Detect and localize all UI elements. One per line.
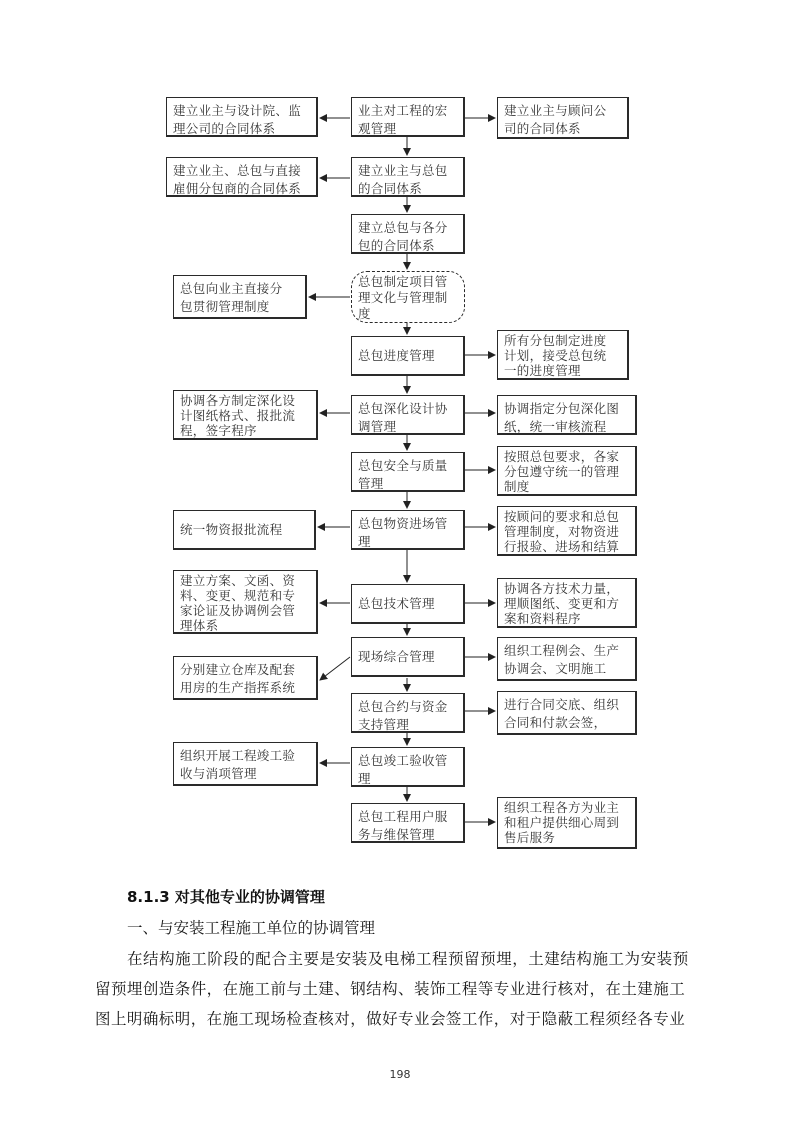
flow-box-owner-macro: 业主对工程的宏 观管理: [351, 97, 465, 137]
left-box-completion-acceptance: 组织开展工程竣工验 收与消项管理: [173, 742, 318, 786]
page-number: 198: [389, 1068, 411, 1081]
right-box-consultant-contract: 建立业主与顾问公 司的合同体系: [497, 97, 629, 139]
flow-box-safety-quality: 总包安全与质量 管理: [351, 452, 465, 492]
flow-box-material: 总包物资进场管 理: [351, 510, 465, 550]
right-box-tech-coordination: 协调各方技术力量， 理顺图纸、变更和方 案和资料程序: [497, 578, 637, 628]
flow-box-owner-gc-contract: 建立业主与总包 的合同体系: [351, 157, 465, 197]
left-box-drawing-format: 协调各方制定深化设 计图纸格式、报批流 程，签字程序: [173, 390, 318, 440]
left-box-warehouse: 分别建立仓库及配套 用房的生产指挥系统: [173, 656, 318, 700]
right-box-sub-compliance: 按照总包要求，各家 分包遵守统一的管理 制度: [497, 446, 637, 496]
flow-box-completion: 总包竣工验收管 理: [351, 747, 465, 787]
flow-box-schedule: 总包进度管理: [351, 336, 465, 376]
section-subheading: 一、与安装工程施工单位的协调管理: [127, 919, 376, 937]
right-box-contract-briefing: 进行合同交底、组织 合同和付款会签，: [497, 691, 637, 735]
flow-box-site: 现场综合管理: [351, 637, 465, 677]
body-line-3: 图上明确标明，在施工现场检查核对，做好专业会签工作，对于隐蔽工程须经各专业: [95, 1010, 686, 1028]
section-heading: 8.1.3 对其他专业的协调管理: [127, 888, 325, 906]
flow-box-user-service: 总包工程用户服 务与维保管理: [351, 803, 465, 843]
left-box-design-supervision: 建立业主与设计院、监 理公司的合同体系: [166, 97, 318, 137]
right-box-design-review: 协调指定分包深化图 纸，统一审核流程: [497, 395, 637, 435]
right-box-after-sales: 组织工程各方为业主 和租户提供细心周到 售后服务: [497, 797, 637, 849]
flow-box-contract-funds: 总包合约与资金 支持管理: [351, 693, 465, 733]
flow-box-gc-sub-contract: 建立总包与各分 包的合同体系: [351, 214, 465, 254]
left-box-document-system: 建立方案、文函、资 料、变更、规范和专 家论证及协调例会管 理体系: [173, 570, 318, 634]
flow-box-project-culture: 总包制定项目管 理文化与管理制 度: [351, 271, 465, 323]
flow-box-design-coordination: 总包深化设计协 调管理: [351, 395, 465, 435]
right-box-material-inspection: 按顾问的要求和总包 管理制度，对物资进 行报验、进场和结算: [497, 506, 637, 556]
body-line-2: 留预埋创造条件，在施工前与土建、钢结构、装饰工程等专业进行核对，在土建施工: [95, 980, 686, 998]
left-box-owner-direct-sub: 总包向业主直接分 包贯彻管理制度: [173, 275, 307, 319]
flow-box-technical: 总包技术管理: [351, 584, 465, 624]
left-box-direct-subcontract: 建立业主、总包与直接 雇佣分包商的合同体系: [166, 157, 318, 197]
right-box-sub-schedule: 所有分包制定进度 计划，接受总包统 一的进度管理: [497, 330, 629, 380]
body-line-1: 在结构施工阶段的配合主要是安装及电梯工程预留预埋，土建结构施工为安装预: [127, 950, 689, 968]
right-box-site-meetings: 组织工程例会、生产 协调会、文明施工: [497, 637, 637, 681]
left-box-material-flow: 统一物资报批流程: [173, 510, 316, 550]
